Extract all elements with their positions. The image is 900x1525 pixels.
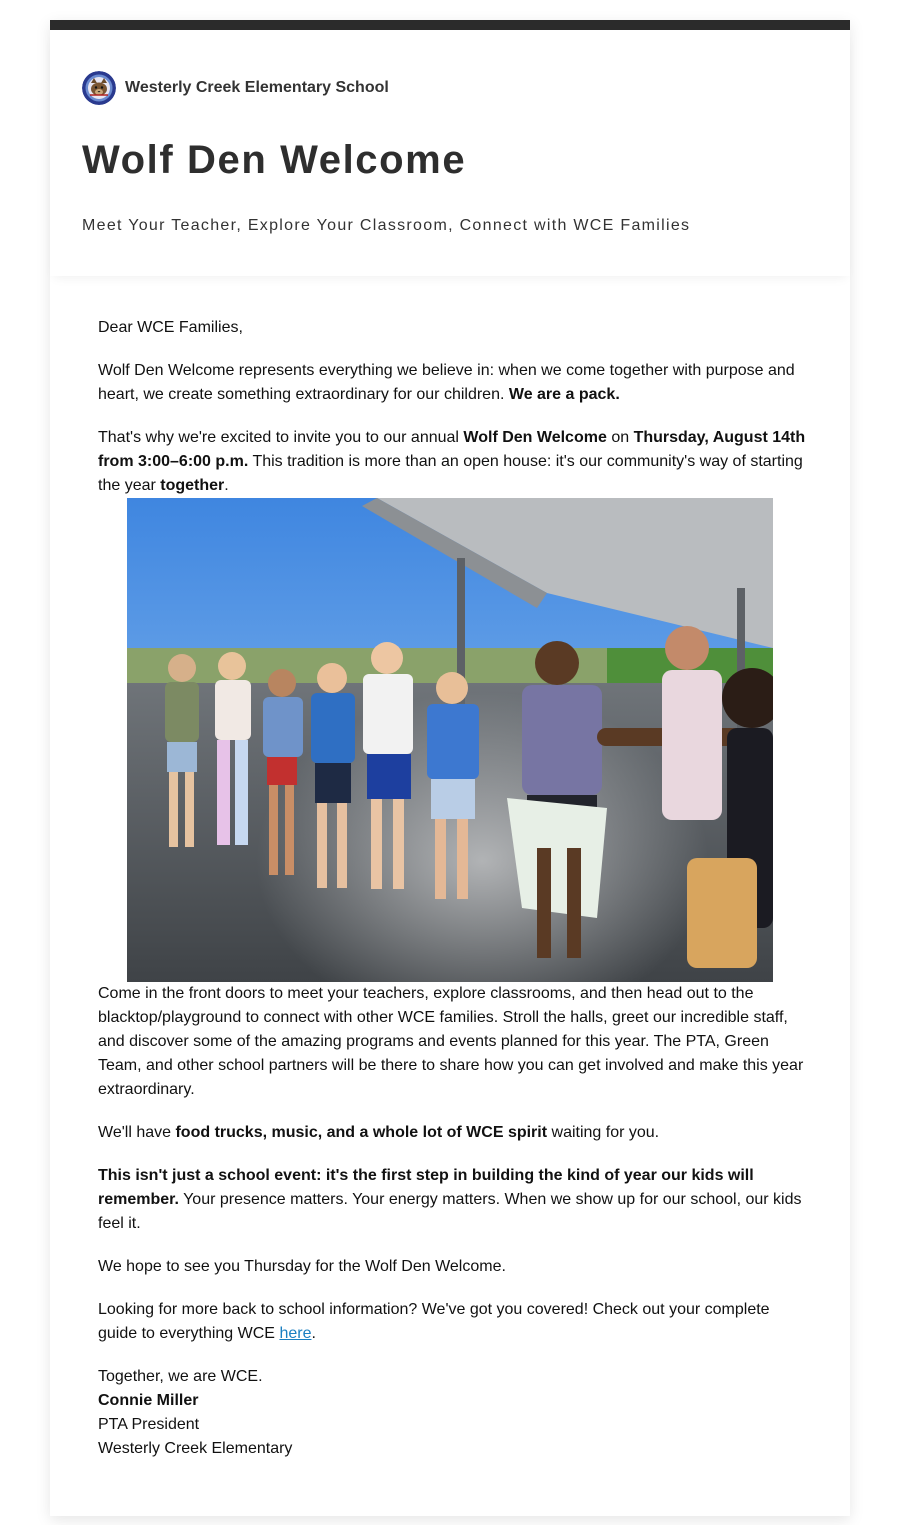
guide-link[interactable]: here [279, 1325, 312, 1342]
closing: Together, we are WCE. [98, 1368, 263, 1385]
newsletter-card [50, 20, 850, 1516]
paragraph-intro: Wolf Den Welcome represents everything we believe in: when we come together with purpose and heart, we create something extraordinary for our children. We are a pack. [98, 362, 795, 403]
signer-name: Connie Miller [98, 1392, 199, 1409]
paragraph-invite: That's why we're excited to invite you to our annual Wolf Den Welcome on Thursday, August 14th from 3:00–6:00 p.m. This tradition is more than an open house: it's our community's way of starting the year together. [98, 429, 806, 494]
paragraph-food: We'll have food trucks, music, and a whole lot of WCE spirit waiting for you. [98, 1124, 660, 1141]
letter-body [98, 316, 808, 1461]
top-accent-bar [50, 20, 850, 30]
header [50, 30, 850, 276]
page-subtitle: Meet Your Teacher, Explore Your Classroom, Connect with WCE Families [82, 217, 691, 234]
school-brand[interactable] [82, 71, 389, 105]
paragraph-hope: We hope to see you Thursday for the Wolf Den Welcome. [98, 1258, 506, 1275]
paragraph-more-info: Looking for more back to school information? We've got you covered! Check out your complete guide to everything WCE here. [98, 1301, 770, 1342]
signer-title: PTA President [98, 1416, 200, 1433]
wolf-mascot-logo-icon [82, 71, 116, 105]
paragraph-details: Come in the front doors to meet your teachers, explore classrooms, and then head out to the blacktop/playground to connect with other WCE families. Stroll the halls, greet our incredible staff, and discover some of the amazing programs and events planned for this year. The PTA, Green Team, and other school partners will be there to share how you can get involved and make this year extraordinary. [98, 985, 804, 1098]
signer-org: Westerly Creek Elementary [98, 1440, 293, 1457]
paragraph-importance: This isn't just a school event: it's the first step in building the kind of year our kids will remember. Your presence matters. Your energy matters. When we show up for our school, our kids feel it. [98, 1167, 802, 1232]
page-title: Wolf Den Welcome [82, 138, 467, 182]
signature-block [98, 1365, 808, 1461]
children-dancing-playground-photo [127, 498, 773, 982]
school-name: Westerly Creek Elementary School [125, 79, 389, 96]
greeting: Dear WCE Families, [98, 319, 243, 336]
